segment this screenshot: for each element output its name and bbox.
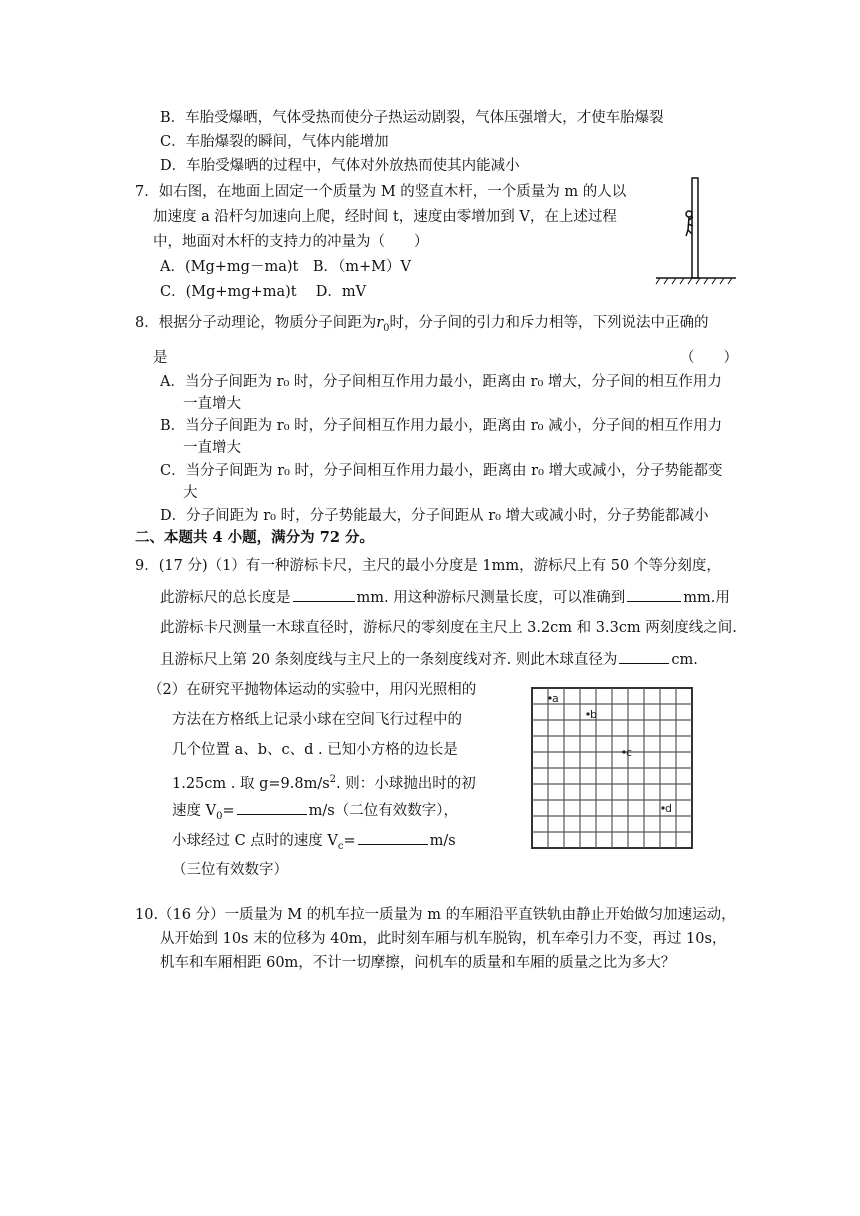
q9-part2-line4 <box>172 770 476 794</box>
g-unit-exponent: 2 <box>329 774 337 785</box>
q8-stem-text-a: 8．根据分子动理论，物质分子间距为 <box>135 315 377 331</box>
r-symbol: r <box>376 315 384 331</box>
r-subscript: 0 <box>383 322 390 334</box>
q9-part2-line7: （三位有效数字） <box>172 862 288 878</box>
q9-part2-line6 <box>172 830 456 857</box>
q9-part2-line5 <box>172 800 458 827</box>
v0-equals: = <box>222 803 235 819</box>
q8-stem-line2: 是 <box>153 350 168 366</box>
q8-option-c-line1: C．当分子间距为 r₀ 时，分子间相互作用力最小，距离由 r₀ 增大或减小，分子势能都变 <box>160 463 723 479</box>
q8-option-b-line1: B．当分子间距为 r₀ 时，分子间相互作用力最小，距离由 r₀ 减小，分子间的相互作用力 <box>160 418 723 434</box>
q9-part2-line1: （2）在研究平抛物体运动的实验中，用闪光照相的 <box>148 682 477 698</box>
q8-option-d: D．分子间距为 r₀ 时，分子势能最大，分子间距从 r₀ 增大或减小时，分子势能都减小 <box>160 508 709 524</box>
q9-part2-line3: 几个位置 a、b、c、d . 已知小方格的边长是 <box>172 742 458 758</box>
q8-option-a-line1: A．当分子间距为 r₀ 时，分子间相互作用力最小，距离由 r₀ 增大，分子间的相互作用力 <box>160 374 722 390</box>
q10-line1: 10.（16 分）一质量为 M 的机车拉一质量为 m 的车厢沿平直铁轨由静止开始做匀加速运动， <box>135 907 736 923</box>
q9-line2 <box>160 587 730 608</box>
q8-option-c-line2: 大 <box>183 485 198 501</box>
vc-label: 小球经过 C 点时的速度 V <box>172 833 338 849</box>
q8-answer-paren: （ ） <box>680 350 738 366</box>
q9-line2-text-c: mm.用 <box>683 590 730 606</box>
section-2-heading: 二、本题共 4 小题，满分为 72 分。 <box>135 529 374 546</box>
q9-part2-line4-text-b: . 则：小球抛出时的初 <box>336 775 476 792</box>
q8-stem-text-b: 时，分子间的引力和斥力相等，下列说法中正确的 <box>389 315 709 331</box>
q10-line3: 机车和车厢相距 60m，不计一切摩擦，问机车的质量和车厢的质量之比为多大？ <box>160 955 676 971</box>
q9-line4-text-a: 且游标尺上第 20 条刻度线与主尺上的一条刻度线对齐. 则此木球直径为 <box>160 652 618 668</box>
vc-blank[interactable] <box>358 830 428 845</box>
q9-line3: 此游标卡尺测量一木球直径时，游标尺的零刻度在主尺上 3.2cm 和 3.3cm 两刻度线之间. <box>160 620 737 636</box>
q9-part2-line4-text-a: 1.25cm . 取 g=9.8m/s <box>172 775 330 792</box>
q8-option-a-line2: 一直增大 <box>183 396 241 412</box>
q6-option-d: D．车胎受爆晒的过程中，气体对外放热而使其内能减小 <box>160 158 520 174</box>
projectile-grid-figure <box>524 682 700 858</box>
q7-options-ab: A．(Mg+mg－ma)t B．（m+M）V <box>160 259 411 275</box>
point-a-label: a <box>552 692 559 705</box>
q8-stem-line1 <box>135 313 709 339</box>
v0-unit-note: m/s（二位有效数字）， <box>308 803 458 819</box>
vc-equals: = <box>343 833 356 849</box>
point-b-label: b <box>590 708 597 721</box>
v0-blank[interactable] <box>237 800 307 815</box>
point-d-label: d <box>665 802 672 815</box>
q9-line4-text-b: cm. <box>671 652 698 668</box>
vc-unit: m/s <box>429 833 456 849</box>
total-length-blank[interactable] <box>293 587 355 602</box>
q10-line2: 从开始到 10s 末的位移为 40m，此时刻车厢与机车脱钩，机车牵引力不变，再过 10s， <box>160 931 727 947</box>
q9-line2-text-b: mm. 用这种游标尺测量长度，可以准确到 <box>356 590 626 606</box>
point-c-label: c <box>626 746 633 759</box>
q7-options-cd: C．(Mg+mg+ma)t D．mV <box>160 284 367 300</box>
q8-option-b-line2: 一直增大 <box>183 440 241 456</box>
q9-line1: 9．(17 分)（1）有一种游标卡尺，主尺的最小分度是 1mm，游标尺上有 50 个等分刻度， <box>135 558 721 574</box>
q9-line2-text-a: 此游标尺的总长度是 <box>160 590 291 606</box>
q6-option-b: B．车胎受爆晒，气体受热而使分子热运动剧裂，气体压强增大，才使车胎爆裂 <box>160 110 664 126</box>
diameter-blank[interactable] <box>619 649 669 664</box>
q7-stem-line3: 中，地面对木杆的支持力的冲量为（ ） <box>153 234 429 250</box>
q9-part2-line2: 方法在方格纸上记录小球在空间飞行过程中的 <box>172 712 462 728</box>
q6-option-c: C．车胎爆裂的瞬间，气体内能增加 <box>160 134 389 150</box>
v0-label: 速度 V <box>172 803 217 819</box>
pole-climber-figure <box>652 174 738 286</box>
q7-stem-line1: 7．如右图，在地面上固定一个质量为 M 的竖直木杆，一个质量为 m 的人以 <box>135 184 627 200</box>
precision-blank[interactable] <box>627 587 681 602</box>
vc-subscript: c <box>337 840 344 852</box>
v0-subscript: 0 <box>216 810 223 822</box>
q9-line4 <box>160 649 698 670</box>
q7-stem-line2: 加速度 a 沿杆匀加速向上爬，经时间 t，速度由零增加到 V，在上述过程 <box>153 209 617 225</box>
